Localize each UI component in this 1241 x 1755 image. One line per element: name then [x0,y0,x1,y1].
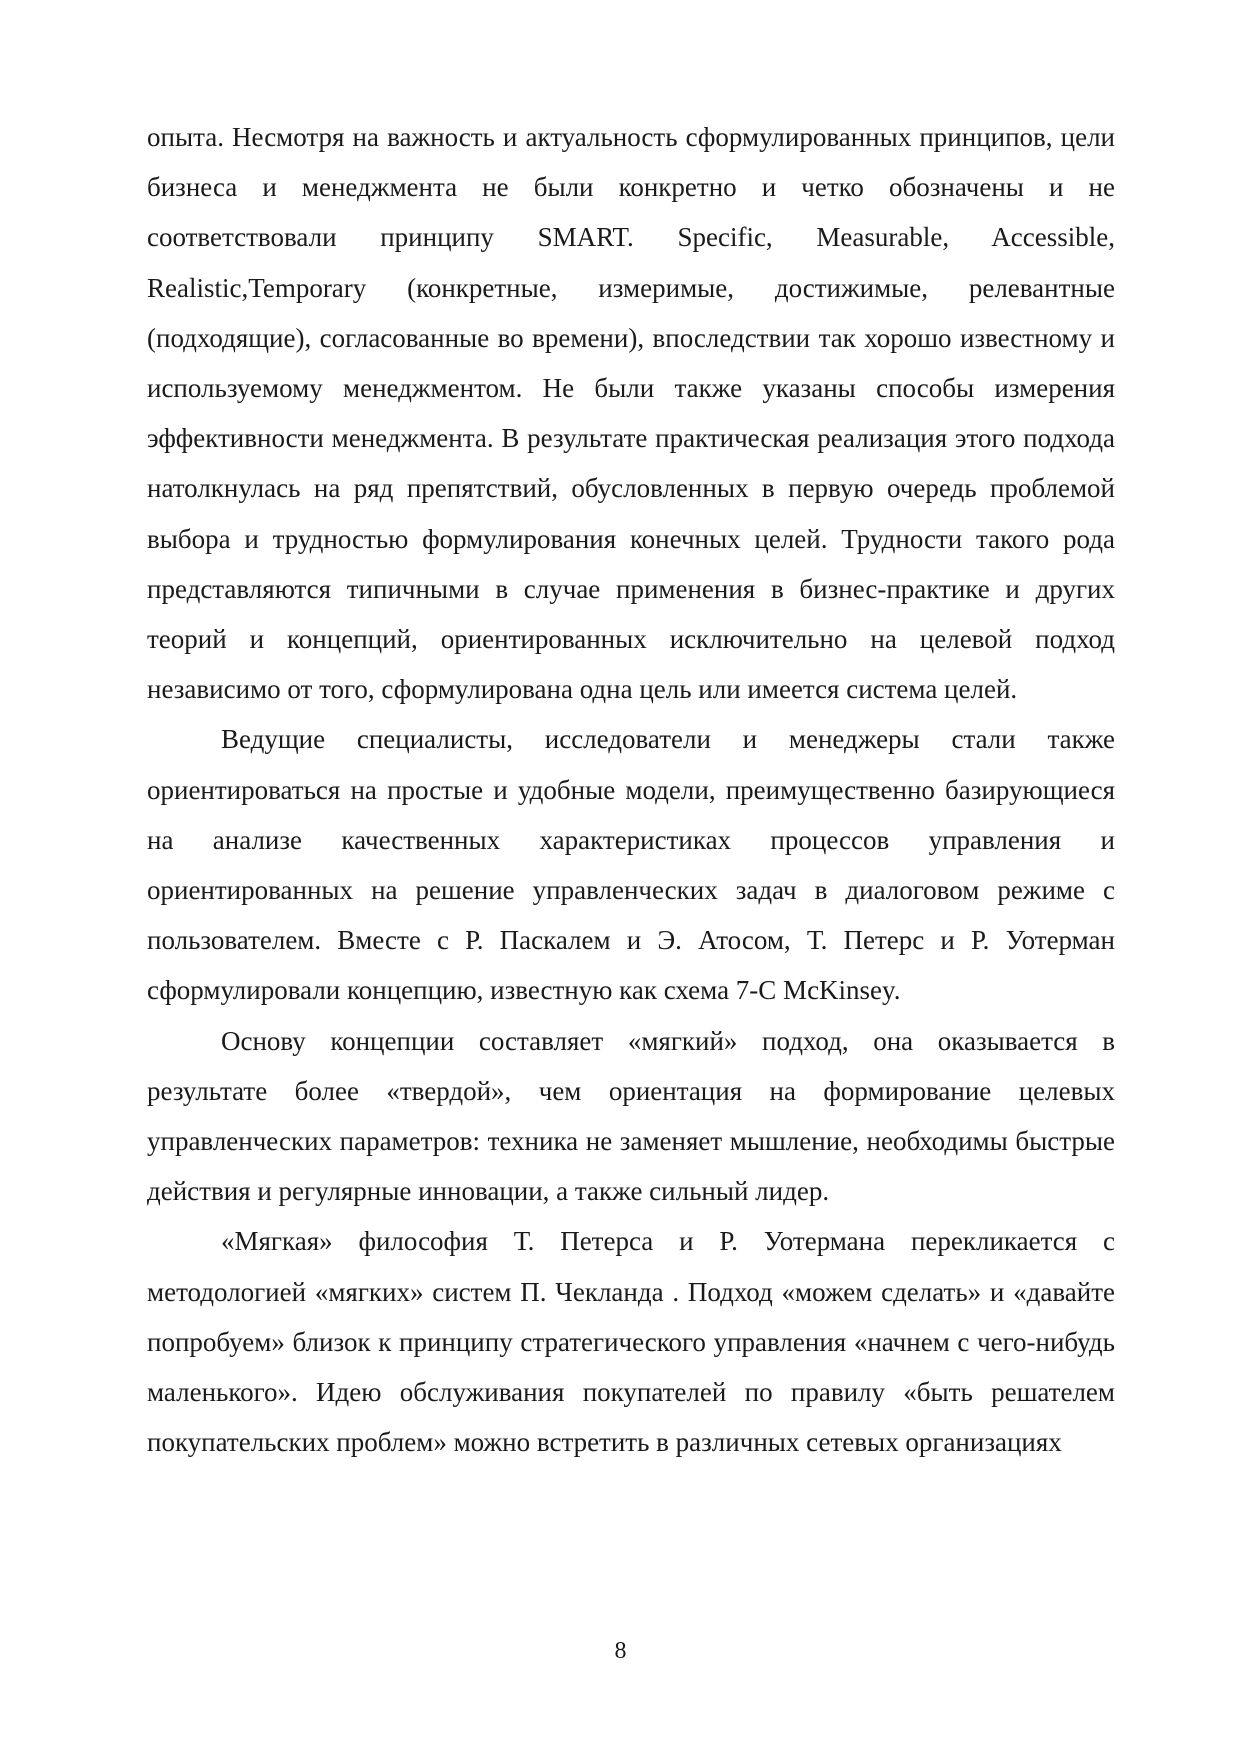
paragraph-soft-philosophy: «Мягкая» философия Т. Петерса и Р. Уотермана перекликается с методологией «мягких» систем П. Чекланда . Подход «можем сделать» и «давайте попробуем» близок к принципу стратегического управления «начнем с чего-нибудь маленького». Идею обслуживания покупателей по правилу «быть решателем покупательских проблем» можно встретить в различных сетевых организациях [147,1226,1115,1458]
document-body [147,112,1115,1467]
paragraph-smart-principles: опыта. Несмотря на важность и актуальность сформулированных принципов, цели бизнеса и менеджмента не были конкретно и четко обозначены и не соответствовали принципу SMART. Specific, Measurable, Accessible, Realistic,Temporary (конкретные, измеримые, достижимые, релевантные (подходящие), согласованные во времени), впоследствии так хорошо известному и используемому менеджментом. Не были также указаны способы измерения эффективности менеджмента. В результате практическая реализация этого подхода натолкнулась на ряд препятствий, обусловленных в первую очередь проблемой выбора и трудностью формулирования конечных целей. Трудности такого рода представляются типичными в случае применения в бизнес-практике и других теорий и концепций, ориентированных исключительно на целевой подход независимо от того, сформулирована одна цель или имеется система целей. [147,122,1115,705]
paragraph-soft-approach: Основу концепции составляет «мягкий» подход, она оказывается в результате более «твердой», чем ориентация на формирование целевых управленческих параметров: техника не заменяет мышление, необходимы быстрые действия и регулярные инновации, а также сильный лидер. [147,1025,1115,1207]
paragraph-7c-mckinsey: Ведущие специалисты, исследователи и менеджеры стали также ориентироваться на простые и удобные модели, преимущественно базирующиеся на анализе качественных характеристиках процессов управления и ориентированных на решение управленческих задач в диалоговом режиме с пользователем. Вместе с Р. Паскалем и Э. Атосом, Т. Петерс и Р. Уотерман сформулировали концепцию, известную как схема 7-С McKinsey. [147,724,1115,1006]
page-number: 8 [614,1638,627,1664]
